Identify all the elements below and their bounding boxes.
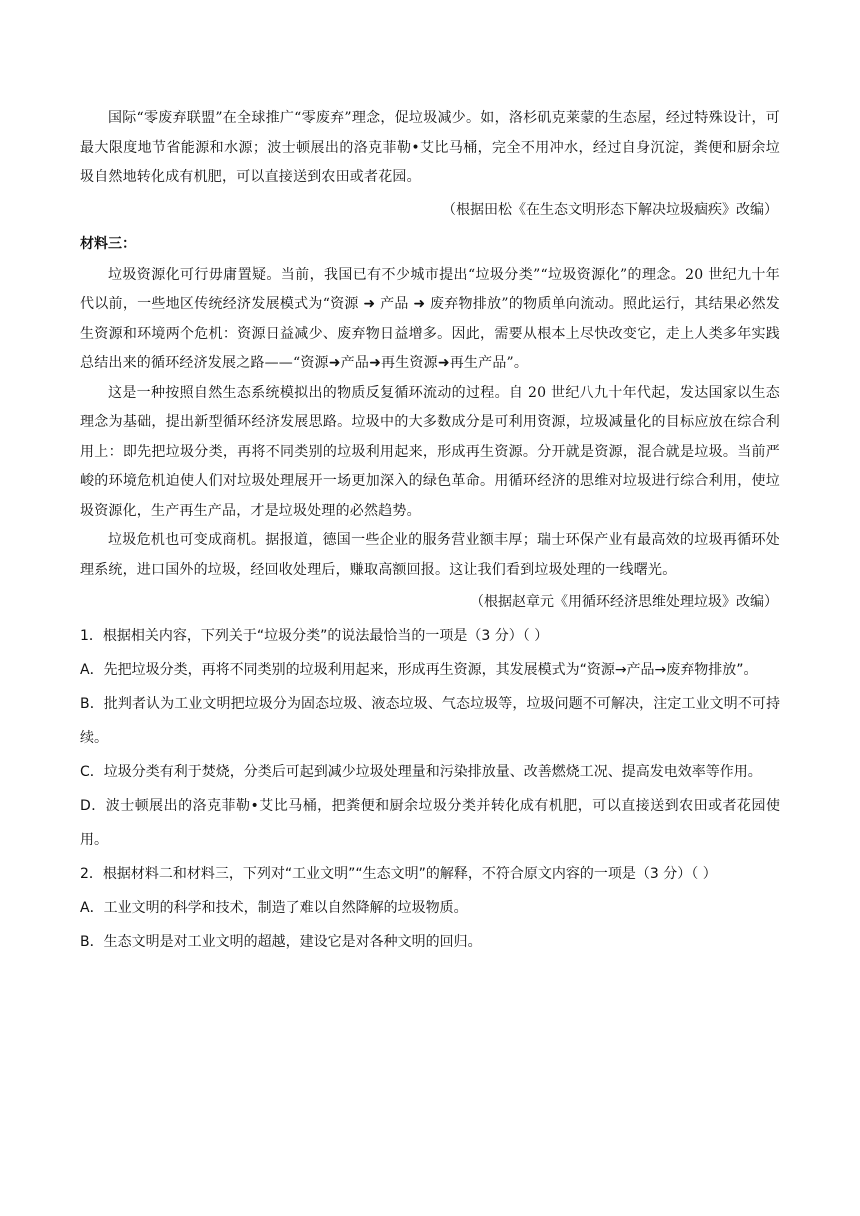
answer-option-b: B．生态文明是对工业文明的超越，建设它是对各种文明的回归。	[80, 934, 482, 950]
body-paragraph: 垃圾危机也可变成商机。据报道，德国一些企业的服务营业额丰厚；瑞士环保产业有最高效的垃圾再循环处理系统，进口国外的垃圾，经回收处理后，赚取高额回报。这让我们看到垃圾处理的一线曙光。	[80, 532, 780, 578]
body-paragraph: 这是一种按照自然生态系统模拟出的物质反复循环流动的过程。自 20 世纪八九十年代起，发达国家以生态理念为基础，提出新型循环经济发展思路。垃圾中的大多数成分是可利用资源，垃圾减量化的目标应放在综合利用上：即先把垃圾分类，再将不同类别的垃圾利用起来，形成再生资源。分开就是资源，混合就是垃圾。当前严峻的环境危机迫使人们对垃圾处理展开一场更加深入的绿色革命。用循环经济的思维对垃圾进行综合利用，使垃圾资源化，生产再生产品，才是垃圾处理的必然趋势。	[80, 384, 780, 519]
material-three	[80, 227, 780, 620]
question-1	[80, 619, 780, 857]
source-citation: （根据赵章元《用循环经济思维处理垃圾》改编）	[470, 594, 778, 610]
body-paragraph: 国际“零废弃联盟”在全球推广“零废弃”理念，促垃圾减少。如，洛杉矶克莱蒙的生态屋，经过特殊设计，可最大限度地节省能源和水源；波士顿展出的洛克菲勒•艾比马桶，完全不用冲水，经过自身沉淀，粪便和厨余垃圾自然地转化成有机肥，可以直接送到农田或者花园。	[80, 110, 780, 185]
body-paragraph: 垃圾资源化可行毋庸置疑。当前，我国已有不少城市提出“垃圾分类”“垃圾资源化”的理念。20 世纪九十年代以前，一些地区传统经济发展模式为“资源 ➜ 产品 ➜ 废弃物排放”的物质单向流动。照此运行，其结果必然发生资源和环境两个危机：资源日益减少、废弃物日益增多。因此，需要从根本上尽快改变它，走上人类多年实践总结出来的循环经济发展之路——“资源➜产品➜再生资源➜再生产品”。	[80, 266, 780, 371]
question-stem: 1．根据相关内容，下列关于“垃圾分类”的说法最恰当的一项是（3 分）（ ）	[80, 628, 549, 644]
answer-option-a: A．工业文明的科学和技术，制造了难以自然降解的垃圾物质。	[80, 900, 468, 916]
material-two-tail	[80, 104, 780, 227]
answer-option-b: B．批判者认为工业文明把垃圾分为固态垃圾、液态垃圾、气态垃圾等，垃圾问题不可解决，注定工业文明不可持续。	[80, 696, 780, 746]
question-2	[80, 857, 780, 959]
answer-option-c: C．垃圾分类有利于焚烧，分类后可起到减少垃圾处理量和污染排放量、改善燃烧工况、提高发电效率等作用。	[80, 764, 762, 780]
source-citation: （根据田松《在生态文明形态下解决垃圾痼疾》改编）	[442, 201, 778, 218]
answer-option-d: D．波士顿展出的洛克菲勒•艾比马桶，把粪便和厨余垃圾分类并转化成有机肥，可以直接送到农田或者花园使用。	[80, 798, 780, 848]
answer-option-a: A．先把垃圾分类，再将不同类别的垃圾利用起来，形成再生资源，其发展模式为“资源→产品→废弃物排放”。	[80, 662, 758, 678]
question-stem: 2．根据材料二和材料三，下列对“工业文明”“生态文明”的解释，不符合原文内容的一项是（3 分）（ ）	[80, 866, 717, 882]
section-heading: 材料三：	[80, 235, 136, 252]
